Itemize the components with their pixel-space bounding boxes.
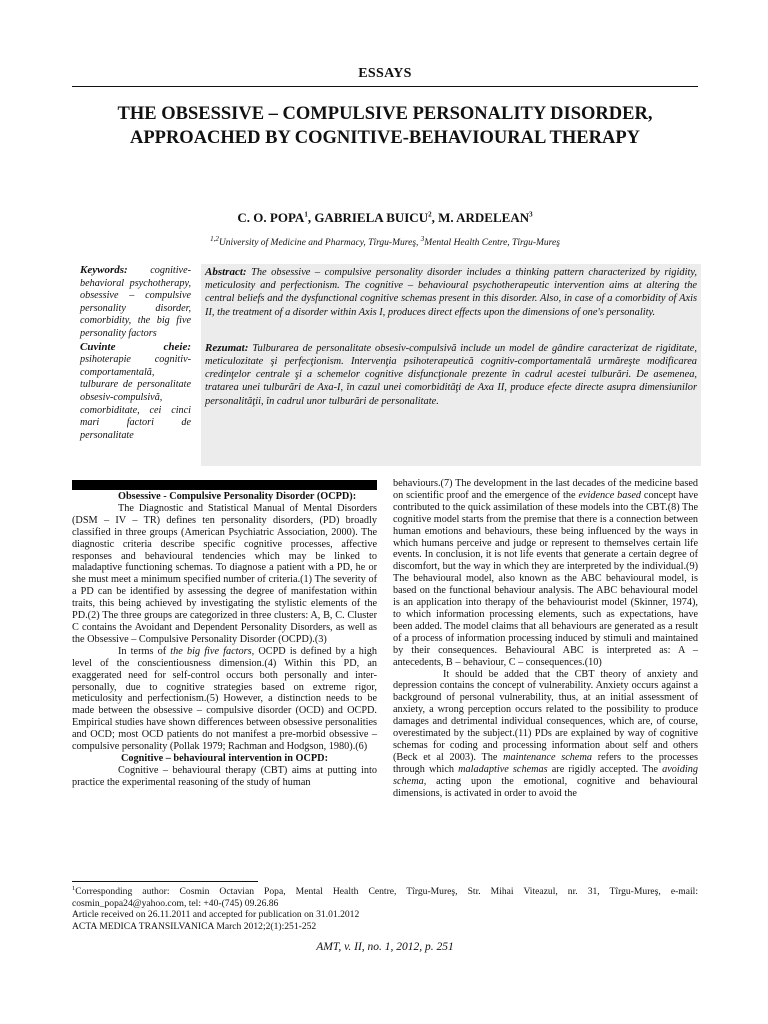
cuvinte-cheie-text: psihoterapie cognitiv-comportamentală, tulburare de personalitate obsesiv-compulsivă, comorbiditate, cei cinci mari factori de personalitate [80, 354, 191, 441]
rezumat-text: Tulburarea de personalitate obsesiv-compulsivă include un model de gândire caracterizat de rigiditate, meticulozitate şi perfecţionism. Intervenţia psihoterapeutică cognitiv-comportamentală urmăreşte modificarea credinţelor centrale şi a schemelor cognitive disfuncţionale prezente în cadrul acestei tulburări. De asemenea, tratarea unei tulburări de Axa-I, în cazul unei comorbidităţi de Axa II, produce efecte directe asupra dimensiunilor personalităţii, în cadrul unor tulburări de personalitate. [205, 342, 697, 407]
section-label: ESSAYS [358, 66, 412, 81]
authors: C. O. POPA$^1$, GABRIELA BUICU$^2$, M. ARDELEAN$^3$ [237, 210, 533, 225]
abstract-text: The obsessive – compulsive personality disorder includes a thinking pattern characterized by rigidity, meticulosity and perfectionism. The cognitive – behavioural psychotherapeutic intervention aims at altering the central beliefs and the dysfunctional cognitive schemas present in this disorder. Also, in case of a comorbidity of Axis II, the treatment of a disorder within Axis I, produces direct effects upon the dimensions of one's personality. [205, 267, 697, 318]
rezumat-label: Rezumat: [205, 341, 249, 354]
footnote-rule [72, 881, 258, 882]
keywords-column [80, 264, 191, 442]
keywords-label: Keywords: [80, 264, 128, 276]
footnote-received: Article received on 26.11.2011 and accepted for publication on 31.01.2012 [72, 909, 360, 921]
keywords-text: cognitive-behavioral psychotherapy, obsessive – compulsive personality disorder, comorbidity, the big five personality factors [80, 265, 191, 339]
title-line-2: APPROACHED BY COGNITIVE-BEHAVIOURAL THERAPY [129, 128, 640, 148]
paragraph: In terms of the big five factors, OCPD is defined by a high level of the conscientiousness dimension.(4) Within this PD, an exaggerated need for self-control occurs both personally and inter-personally, due to cognitive strategies based on extreme rigor, meticulosity and perfectionism.(5) However, a distinction needs to be made between the obsessive – compulsive disorder (OCD) and OCPD. Empirical studies have shown differences between obsessive personalities and OCD; most OCD patients do not manifest a pre-morbid obsessive – compulsive personality (Pollak 1979; Rachman and Hodgson, 1980).(6) [72, 645, 377, 753]
right-column [393, 478, 698, 799]
affiliations [72, 234, 698, 248]
section-heading-cbt: Cognitive – behavioural intervention in OCPD: [121, 752, 328, 764]
affil-sup-1: 1,2 [210, 234, 219, 243]
title-line-1: THE OBSESSIVE – COMPULSIVE PERSONALITY DISORDER, [117, 104, 653, 124]
left-column [72, 491, 377, 789]
section-bar [72, 480, 377, 490]
section-heading-ocpd: Obsessive - Compulsive Personality Disorder (OCPD): [118, 491, 357, 502]
author-3-sup: 3 [529, 210, 533, 219]
cuvinte-cheie-label: Cuvinte cheie: [80, 340, 191, 353]
footnote-corresponding: Corresponding author: Cosmin Octavian Popa, Mental Health Centre, Tîrgu-Mureş, Str. Mihai Viteazul, nr. 31, Tîrgu-Mureş, e-mail: cosmin_popa24@yahoo.com, tel: +40-(745) 09.26.86 [72, 886, 698, 909]
footnote-sup: 1 [72, 884, 76, 892]
header-rule [72, 86, 698, 87]
author-3: M. ARDELEAN [438, 210, 530, 225]
author-1-sup: 1 [304, 210, 308, 219]
abstract-box [201, 264, 701, 466]
abstract-label: Abstract: [205, 266, 247, 278]
author-2: GABRIELA BUICU [314, 210, 429, 225]
footnote-journal: ACTA MEDICA TRANSILVANICA March 2012;2(1):251-252 [72, 920, 317, 932]
paragraph: Cognitive – behavioural therapy (CBT) aims at putting into practice the experimental reasoning of the study of human [72, 764, 377, 788]
paragraph: The Diagnostic and Statistical Manual of Mental Disorders (DSM – IV – TR) defines ten personality disorders, (PD) broadly classified in three groups (American Psychiatric Association, 2000). The diagnostic criteria describe specific cognitive processes, affective responses and behavioural tendencies which may be linked to maladaptive functioning schemas. To diagnose a patient with a PD, he or she must meet a minimum specified number of criteria.(1) The severity of a PD can be identified by assessing the degree of manifestation within traits, this being achieved by investigating the stylistic elements of the PD.(2) The three groups are categorized in three clusters: A, B, C. Cluster C contains the Avoidant and Dependent Personality Disorders, as well as the Obsessive – Compulsive Personality Disorder (OCPD).(3) [72, 502, 377, 645]
affil-text-1: University of Medicine and Pharmacy, Tîrgu-Mureş, [218, 238, 419, 248]
affil-sup-2: 3 [420, 234, 425, 243]
page-reference: AMT, v. II, no. 1, 2012, p. 251 [316, 941, 454, 953]
paragraph: It should be added that the CBT theory of anxiety and depression contains the concept of vulnerability. Anxiety occurs against a background of personal vulnerability, thus, at an initial assessment of anxiety, a wrong perception occurs related to the possibility to produce damages and detrimental individual consequences, which are, of course, overestimated by the subject.(11) PDs are explained by way of cognitive schemas for coding and processing information about self and others (Beck et al 2003). The maintenance schema refers to the processes through which maladaptive schemas are rigidly accepted. The avoiding schema, acting upon the emotional, cognitive and behavioural dimensions, is activated in order to avoid the [393, 668, 698, 799]
author-2-sup: 2 [428, 210, 432, 219]
footnotes [72, 886, 698, 932]
article-title [72, 102, 698, 150]
affil-text-2: Mental Health Centre, Tîrgu-Mureş [424, 238, 560, 248]
author-1: C. O. POPA [237, 210, 305, 225]
paragraph: behaviours.(7) The development in the last decades of the medicine based on scientific proof and the emergence of the evidence based concept have contributed to the quick assimilation of these models into the CBT.(8) The cognitive model starts from the premise that there is a connection between human emotions and behaviours, these being influenced by the ways in which humans perceive and judge or represent to themselves certain life events. In conclusion, it is not life events that generate a certain degree of discomfort, but the way in which they are interpreted by the individual.(9) The behavioural model, also known as the ABC behavioural model, is based on the functional behaviour analysis. The ABC behavioural model is an application into therapy of the behaviourist model (Skinner, 1974), to which information processing elements, such as expectations, have been added. The model claims that all behaviours are generated as a result of a process of information processing induced by stimuli and maintained by their consequences. Behavioural ABC is interpreted as: A – antecedents, B – behaviour, C – consequences.(10) [393, 478, 698, 668]
